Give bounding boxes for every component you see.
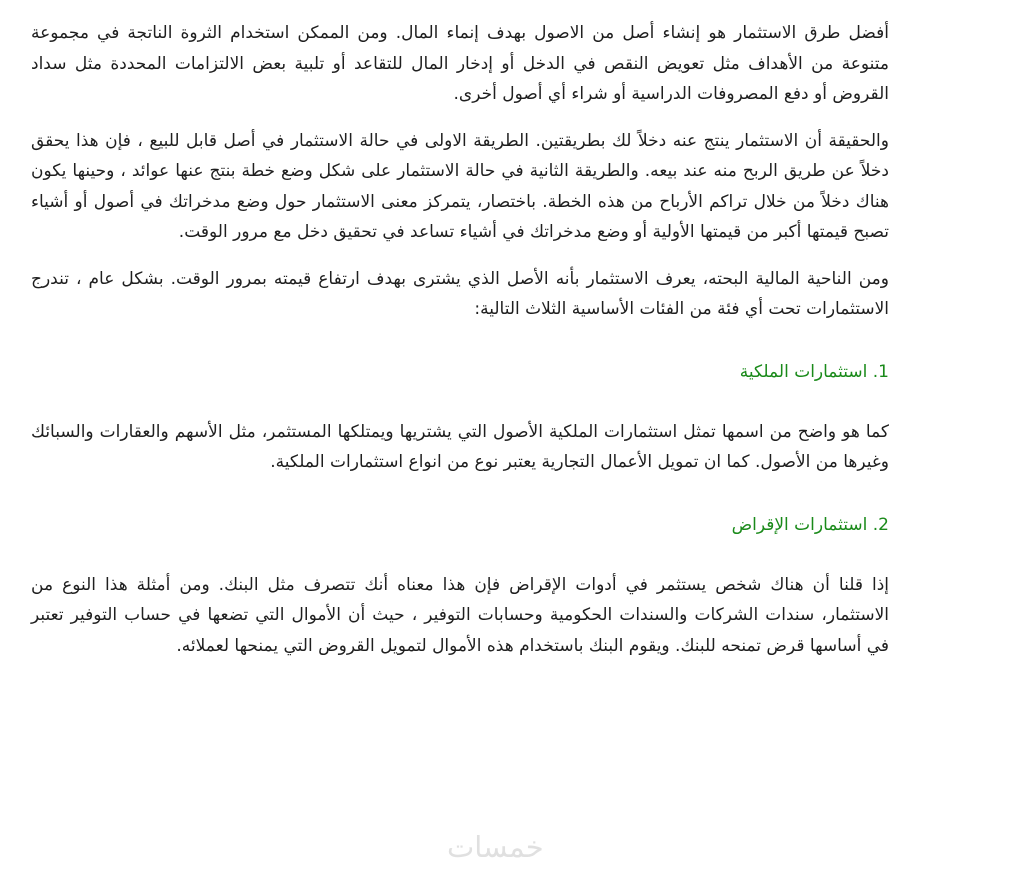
paragraph-ownership-investments: كما هو واضح من اسمها تمثل استثمارات الملكية الأصول التي يشتريها ويمتلكها المستثمر، مثل الأسهم والعقارات والسبائك وغيرها من الأصول. كما ان تمويل الأعمال التجارية يعتبر نوع من انواع استثمارات الملكية. — [31, 421, 889, 472]
paragraph-intro: أفضل طرق الاستثمار هو إنشاء أصل من الاصول بهدف إنماء المال. ومن الممكن استخدام الثروة الناتجة في مجموعة متنوعة من الأهداف مثل تعويض النقص في الدخل أو إدخار المال للتقاعد أو تلبية بعض الالتزامات المحددة مثل سداد القروض أو دفع المصروفات الدراسية أو شراء أي أصول أخرى. — [31, 23, 889, 104]
paragraph-lending-investments: إذا قلنا أن هناك شخص يستثمر في أدوات الإقراض فإن هذا معناه أنك تتصرف مثل البنك. ومن أمثلة هذا النوع من الاستثمار، سندات الشركات والسندات الحكومية وحسابات التوفير ، حيث أن الأموال التي تضعها في حساب التوفير تعتبر في أساسها قرض تمنحه للبنك. ويقوم البنك باستخدام هذه الأموال لتمويل القروض التي يمنحها لعملائه. — [31, 574, 889, 656]
watermark-logo: خمسات — [447, 830, 544, 864]
heading-lending-investments: 2. استثمارات الإقراض — [731, 514, 889, 535]
paragraph-financial-definition: ومن الناحية المالية البحته، يعرف الاستثمار بأنه الأصل الذي يشترى بهدف ارتفاع قيمته بمرور الوقت. بشكل عام ، تندرج الاستثمارات تحت أي فئة من الفئات الأساسية الثلاث التالية: — [31, 268, 889, 319]
article-body — [31, 18, 889, 677]
heading-ownership-investments: 1. استثمارات الملكية — [739, 361, 889, 382]
paragraph-investment-income: والحقيقة أن الاستثمار ينتج عنه دخلاً لك بطريقتين. الطريقة الاولى في حالة الاستثمار في أصل قابل للبيع ، فإن هذا يحقق دخلاً عن طريق الربح منه عند بيعه. والطريقة الثانية في حالة الاستثمار على شكل وضع خطة بنتج عنها عوائد ، وحينها يكون هناك دخلاً من خلال تراكم الأرباح من هذه الخطة. باختصار، يتمركز معنى الاستثمار حول وضع مدخراتك في أصول أو أشياء تصبح قيمتها أكبر من قيمتها الأولية أو وضع مدخراتك في أشياء تساعد في تحقيق دخل مع مرور الوقت. — [31, 130, 889, 242]
